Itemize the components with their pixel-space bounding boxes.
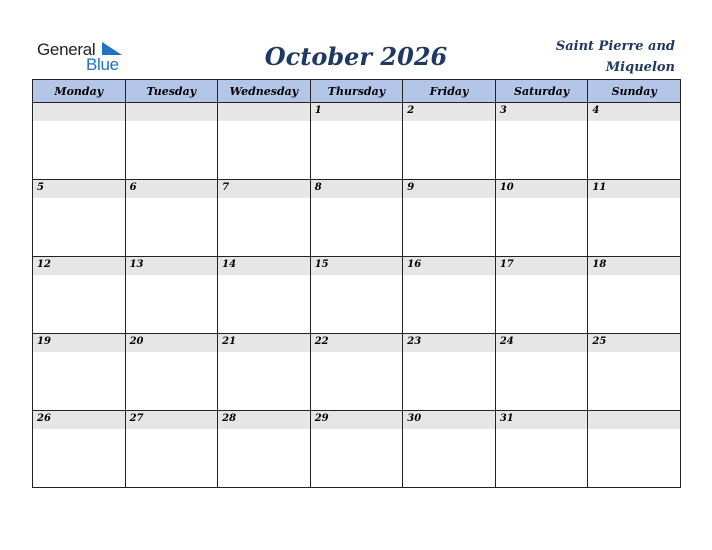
day-cell[interactable]: [125, 411, 218, 488]
week-row: [33, 334, 681, 411]
calendar-title: October 2026: [264, 42, 448, 71]
day-cell[interactable]: [588, 257, 681, 334]
region-name-line-1: Saint Pierre and: [555, 39, 675, 54]
day-number: 16: [403, 257, 495, 275]
day-number: 23: [403, 334, 495, 352]
day-cell[interactable]: [33, 411, 126, 488]
week-row: [33, 103, 681, 180]
day-cell[interactable]: [218, 411, 311, 488]
day-cell[interactable]: [125, 334, 218, 411]
day-number: 19: [33, 334, 125, 352]
day-number: 20: [126, 334, 218, 352]
day-number: 12: [33, 257, 125, 275]
day-number: 14: [218, 257, 310, 275]
day-number: 28: [218, 411, 310, 429]
day-cell[interactable]: [310, 103, 403, 180]
day-cell[interactable]: [310, 411, 403, 488]
day-number: [218, 103, 310, 121]
day-cell[interactable]: [33, 180, 126, 257]
day-cell[interactable]: [588, 411, 681, 488]
day-cell[interactable]: [588, 103, 681, 180]
day-cell[interactable]: [125, 103, 218, 180]
day-number: 2: [403, 103, 495, 121]
weekday-header-row: [33, 80, 681, 103]
day-number: 4: [588, 103, 680, 121]
day-cell[interactable]: [588, 180, 681, 257]
day-cell[interactable]: [125, 180, 218, 257]
day-number: 26: [33, 411, 125, 429]
weekday-friday: Friday: [403, 80, 496, 103]
day-number: [588, 411, 680, 429]
week-row: [33, 411, 681, 488]
day-number: 30: [403, 411, 495, 429]
day-cell[interactable]: [403, 334, 496, 411]
day-cell[interactable]: [495, 334, 588, 411]
day-number: 25: [588, 334, 680, 352]
day-cell[interactable]: [495, 103, 588, 180]
weekday-thursday: Thursday: [310, 80, 403, 103]
calendar-grid: [32, 79, 681, 488]
day-number: 6: [126, 180, 218, 198]
logo-text-general: General: [37, 40, 96, 59]
day-number: 8: [311, 180, 403, 198]
day-cell[interactable]: [218, 334, 311, 411]
day-cell[interactable]: [403, 180, 496, 257]
day-number: 7: [218, 180, 310, 198]
region-name: [535, 36, 675, 78]
day-number: 1: [311, 103, 403, 121]
weekday-wednesday: Wednesday: [218, 80, 311, 103]
weekday-monday: Monday: [33, 80, 126, 103]
region-name-line-2: Miquelon: [605, 60, 675, 75]
logo-text-blue: Blue: [86, 55, 119, 74]
day-cell[interactable]: [218, 180, 311, 257]
day-number: 21: [218, 334, 310, 352]
day-number: 3: [496, 103, 588, 121]
day-cell[interactable]: [310, 180, 403, 257]
day-cell[interactable]: [588, 334, 681, 411]
day-cell[interactable]: [495, 411, 588, 488]
day-number: 31: [496, 411, 588, 429]
day-cell[interactable]: [33, 257, 126, 334]
day-number: 11: [588, 180, 680, 198]
day-cell[interactable]: [33, 103, 126, 180]
day-number: 22: [311, 334, 403, 352]
day-number: 9: [403, 180, 495, 198]
day-number: 5: [33, 180, 125, 198]
day-cell[interactable]: [33, 334, 126, 411]
weekday-saturday: Saturday: [495, 80, 588, 103]
day-cell[interactable]: [218, 257, 311, 334]
day-number: 15: [311, 257, 403, 275]
day-number: 13: [126, 257, 218, 275]
week-row: [33, 180, 681, 257]
calendar-weeks: [33, 103, 681, 488]
day-cell[interactable]: [495, 257, 588, 334]
day-cell[interactable]: [403, 411, 496, 488]
day-cell[interactable]: [310, 334, 403, 411]
weekday-tuesday: Tuesday: [125, 80, 218, 103]
week-row: [33, 257, 681, 334]
day-cell[interactable]: [310, 257, 403, 334]
weekday-sunday: Sunday: [588, 80, 681, 103]
day-cell[interactable]: [495, 180, 588, 257]
day-number: 10: [496, 180, 588, 198]
day-cell[interactable]: [218, 103, 311, 180]
day-cell[interactable]: [403, 257, 496, 334]
day-number: 18: [588, 257, 680, 275]
day-number: 17: [496, 257, 588, 275]
day-number: [126, 103, 218, 121]
day-number: 24: [496, 334, 588, 352]
day-cell[interactable]: [403, 103, 496, 180]
day-number: 27: [126, 411, 218, 429]
day-number: [33, 103, 125, 121]
day-number: 29: [311, 411, 403, 429]
day-cell[interactable]: [125, 257, 218, 334]
